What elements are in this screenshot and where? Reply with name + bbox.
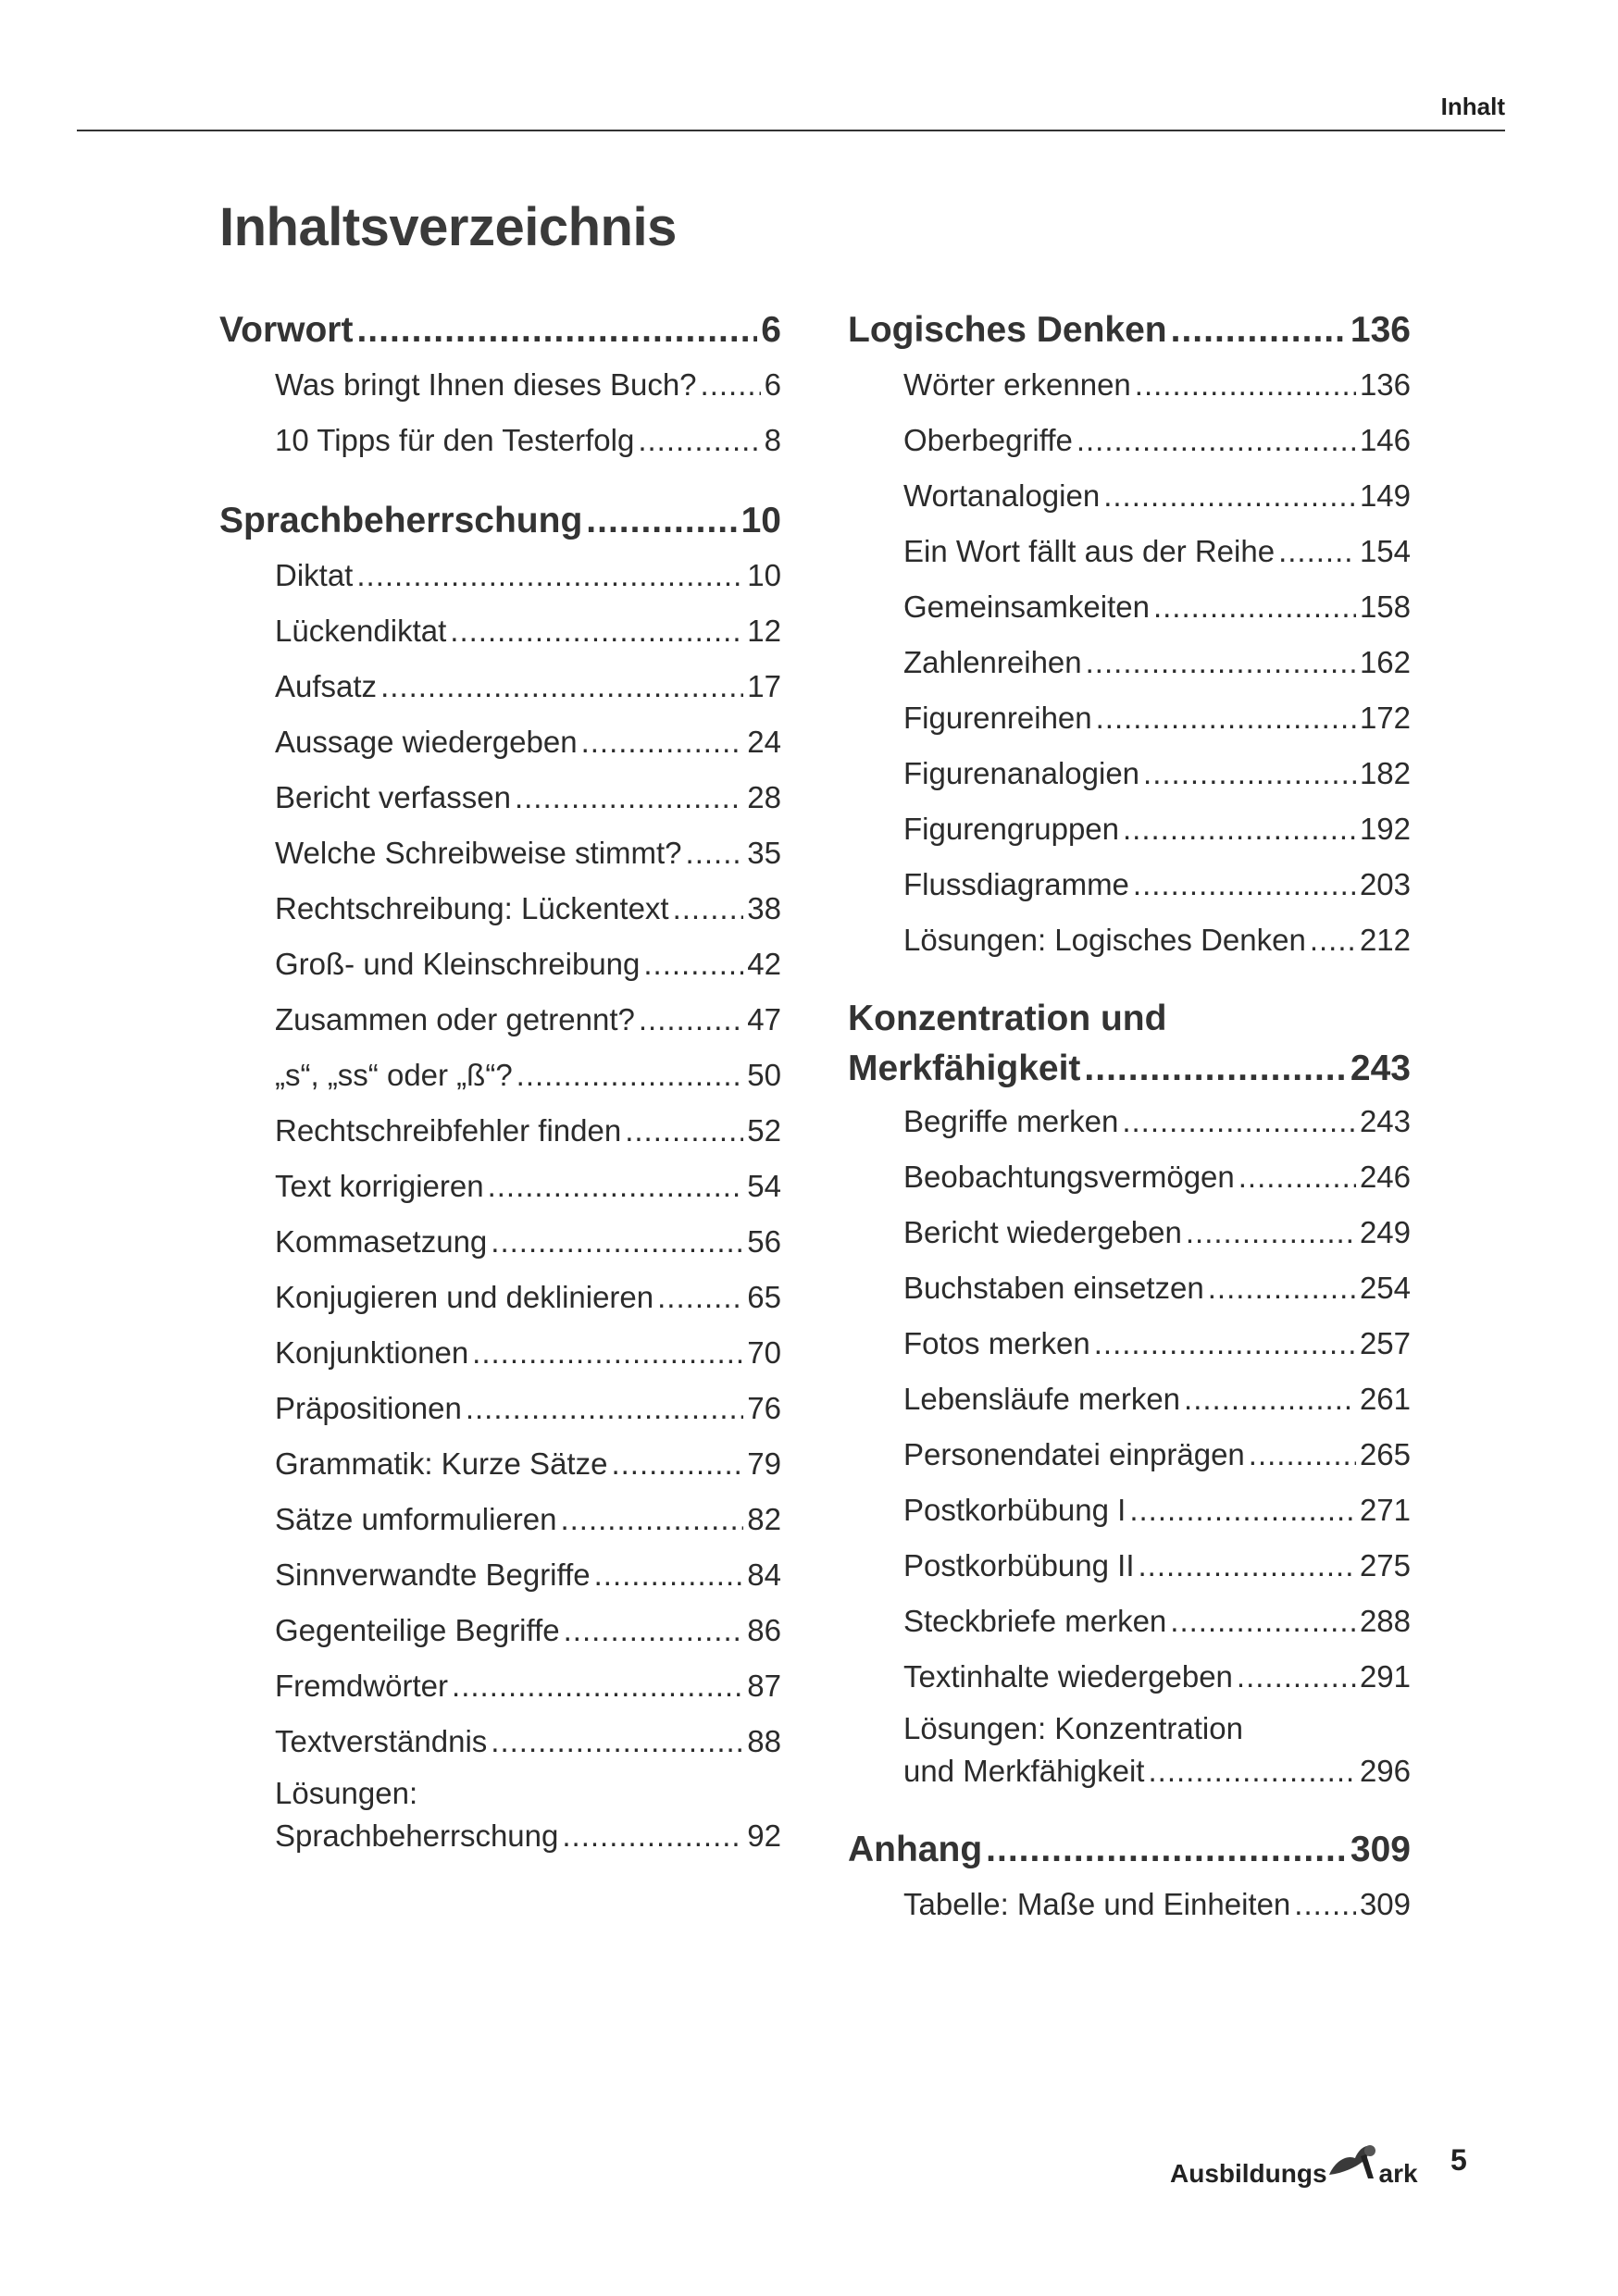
entry-page: 28 (747, 780, 781, 814)
entry-page: 88 (747, 1724, 781, 1758)
chapter-title: Sprachbeherrschung (219, 501, 583, 540)
entry-page: 87 (747, 1669, 781, 1703)
leader-dots (657, 1270, 743, 1325)
header-rule (77, 130, 1505, 131)
leader-dots (1094, 1316, 1356, 1371)
leader-dots (356, 548, 743, 603)
entry-page: 203 (1359, 867, 1411, 901)
entry-label: Kommasetzung (275, 1224, 488, 1259)
leader-dots (1237, 1649, 1356, 1705)
entry-page: 42 (747, 947, 781, 981)
entry-page: 70 (747, 1335, 781, 1370)
toc-entry[interactable] (219, 1492, 781, 1547)
entry-label: Figurenreihen (903, 701, 1092, 735)
chapter-page: 243 (1350, 1049, 1411, 1088)
leader-dots (1133, 857, 1356, 912)
leader-dots (1086, 635, 1356, 690)
entry-label: Buchstaben einsetzen (903, 1271, 1204, 1305)
entry-page: 154 (1359, 534, 1411, 568)
chapter-title-line2: Merkfähigkeit (848, 1049, 1081, 1088)
entry-label-line1: Lösungen: Konzentration (903, 1711, 1243, 1745)
entry-label: Gemeinsamkeiten (903, 590, 1150, 624)
entry-label: Personendatei einprägen (903, 1437, 1245, 1471)
entry-label: Bericht verfassen (275, 780, 511, 814)
chapter-page: 6 (761, 310, 781, 350)
leader-dots (1249, 1427, 1356, 1483)
toc-entry[interactable] (848, 746, 1411, 801)
toc-chapter[interactable] (848, 304, 1411, 357)
toc-entry[interactable] (848, 524, 1411, 579)
toc-entry[interactable] (848, 1483, 1411, 1538)
toc-chapter[interactable] (219, 304, 781, 357)
leader-dots (491, 1714, 743, 1769)
toc-entry[interactable] (848, 1705, 1411, 1797)
entry-page: 309 (1359, 1887, 1411, 1921)
entry-page: 10 (747, 558, 781, 592)
leader-dots (1084, 1044, 1347, 1094)
entry-page: 265 (1359, 1437, 1411, 1471)
toc-entry[interactable] (848, 1594, 1411, 1649)
leader-dots (1186, 1205, 1356, 1260)
leader-dots (701, 357, 761, 413)
toc-entry[interactable] (219, 1103, 781, 1159)
leader-dots (1096, 690, 1356, 746)
toc-entry[interactable] (848, 1260, 1411, 1316)
entry-label: Lösungen: Logisches Denken (903, 923, 1306, 957)
entry-page: 249 (1359, 1215, 1411, 1249)
leader-dots (625, 1103, 743, 1159)
toc-entry[interactable] (848, 857, 1411, 912)
leader-dots (986, 1823, 1347, 1877)
entry-label: Sätze umformulieren (275, 1502, 557, 1536)
toc-entry[interactable] (848, 635, 1411, 690)
entry-label: Flussdiagramme (903, 867, 1129, 901)
toc-entry[interactable] (219, 1048, 781, 1103)
leader-dots (643, 937, 743, 992)
leader-dots (1139, 1538, 1356, 1594)
toc-entry[interactable] (219, 770, 781, 825)
entry-label: Sinnverwandte Begriffe (275, 1558, 591, 1592)
leader-dots (488, 1159, 744, 1214)
entry-page: 291 (1359, 1659, 1411, 1694)
toc-entry[interactable] (219, 1325, 781, 1381)
entry-label: Text korrigieren (275, 1169, 484, 1203)
toc-entry[interactable] (219, 1714, 781, 1769)
leader-dots (517, 1048, 744, 1103)
toc-section-sprachbeherrschung (219, 494, 781, 1862)
toc-entry[interactable] (848, 1427, 1411, 1483)
leader-dots (515, 770, 743, 825)
entry-page: 192 (1359, 812, 1411, 846)
leader-dots (594, 1547, 744, 1603)
publisher-logo (1170, 2138, 1418, 2188)
toc-right-column (848, 304, 1411, 1958)
toc-entry[interactable] (219, 881, 781, 937)
entry-label: Begriffe merken (903, 1104, 1119, 1138)
toc-chapter[interactable] (848, 1823, 1411, 1877)
entry-page: 65 (747, 1280, 781, 1314)
chapter-title: Anhang (848, 1830, 983, 1869)
toc-entry[interactable] (219, 1603, 781, 1658)
toc-section-vorwort (219, 304, 781, 468)
entry-page: 12 (747, 614, 781, 648)
chapter-title-line1: Konzentration und (848, 999, 1167, 1038)
entry-label: Konjunktionen (275, 1335, 469, 1370)
chapter-title: Logisches Denken (848, 310, 1167, 350)
leader-dots (1103, 468, 1356, 524)
entry-label: Was bringt Ihnen dieses Buch? (275, 367, 697, 402)
toc-entry[interactable] (219, 714, 781, 770)
leader-dots (638, 413, 760, 468)
entry-label: 10 Tipps für den Testerfolg (275, 423, 635, 457)
toc-entry[interactable] (219, 1658, 781, 1714)
entry-page: 35 (747, 836, 781, 870)
toc-entry[interactable] (219, 1214, 781, 1270)
entry-label: Beobachtungsvermögen (903, 1160, 1235, 1194)
leader-dots (452, 1658, 743, 1714)
entry-label-line1: Lösungen: (275, 1776, 418, 1810)
leader-dots (1310, 912, 1356, 968)
entry-page: 6 (764, 367, 781, 402)
entry-label-line2: und Merkfähigkeit (903, 1754, 1145, 1788)
toc-entry[interactable] (219, 1547, 781, 1603)
leader-dots (1123, 801, 1356, 857)
leader-dots (673, 881, 744, 937)
entry-page: 50 (747, 1058, 781, 1092)
leader-dots (356, 304, 757, 357)
leader-dots (1153, 579, 1356, 635)
entry-page: 82 (747, 1502, 781, 1536)
entry-label: Zusammen oder getrennt? (275, 1002, 635, 1036)
entry-label: Konjugieren und deklinieren (275, 1280, 654, 1314)
entry-label: Aufsatz (275, 669, 378, 703)
toc-entry[interactable] (848, 1649, 1411, 1705)
toc-entry[interactable] (848, 1877, 1411, 1932)
leader-dots (380, 659, 743, 714)
entry-label: Tabelle: Maße und Einheiten (903, 1887, 1291, 1921)
entry-page: 92 (747, 1818, 781, 1853)
page-title: Inhaltsverzeichnis (219, 197, 677, 257)
entry-label: Fotos merken (903, 1326, 1090, 1360)
toc-entry[interactable] (848, 1316, 1411, 1371)
leader-dots (562, 1814, 743, 1858)
toc-entry[interactable] (848, 1205, 1411, 1260)
toc-entry[interactable] (219, 548, 781, 603)
toc-entry[interactable] (848, 801, 1411, 857)
chapter-page: 136 (1350, 310, 1411, 350)
toc-entry[interactable] (219, 603, 781, 659)
toc-entry[interactable] (219, 413, 781, 468)
leader-dots (1148, 1749, 1355, 1793)
entry-page: 246 (1359, 1160, 1411, 1194)
leader-dots (611, 1436, 743, 1492)
entry-label: Groß- und Kleinschreibung (275, 947, 641, 981)
chapter-title: Vorwort (219, 310, 354, 350)
entry-page: 146 (1359, 423, 1411, 457)
entry-label: Welche Schreibweise stimmt? (275, 836, 682, 870)
leader-dots (1171, 304, 1347, 357)
entry-label: Oberbegriffe (903, 423, 1073, 457)
toc-section-anhang (848, 1823, 1411, 1932)
entry-label: Wörter erkennen (903, 367, 1131, 402)
running-head: Inhalt (1440, 93, 1505, 120)
entry-label: Gegenteilige Begriffe (275, 1613, 560, 1647)
leader-dots (472, 1325, 743, 1381)
entry-label: Lückendiktat (275, 614, 447, 648)
entry-label: Textinhalte wiedergeben (903, 1659, 1233, 1694)
entry-page: 261 (1359, 1382, 1411, 1416)
entry-page: 182 (1359, 756, 1411, 790)
entry-page: 76 (747, 1391, 781, 1425)
leader-dots (1170, 1594, 1356, 1649)
entry-label: Zahlenreihen (903, 645, 1082, 679)
toc-entry[interactable] (848, 1538, 1411, 1594)
entry-label: Präpositionen (275, 1391, 462, 1425)
entry-label: Lebensläufe merken (903, 1382, 1181, 1416)
leader-dots (1208, 1260, 1356, 1316)
entry-page: 257 (1359, 1326, 1411, 1360)
entry-page: 288 (1359, 1604, 1411, 1638)
leader-dots (1294, 1877, 1356, 1932)
leader-dots (686, 825, 744, 881)
entry-label: Aussage wiedergeben (275, 725, 578, 759)
entry-label: Rechtschreibung: Lückentext (275, 891, 669, 925)
toc-entry[interactable] (848, 1371, 1411, 1427)
toc-entry[interactable] (848, 1094, 1411, 1149)
entry-label: Bericht wiedergeben (903, 1215, 1182, 1249)
logo-text-suffix: ark (1378, 2159, 1418, 2188)
leader-dots (466, 1381, 743, 1436)
toc-entry[interactable] (219, 659, 781, 714)
toc-entry[interactable] (848, 579, 1411, 635)
entry-page: 79 (747, 1446, 781, 1481)
toc-entry[interactable] (219, 825, 781, 881)
toc-entry[interactable] (219, 1270, 781, 1325)
entry-label: Rechtschreibfehler finden (275, 1113, 622, 1148)
entry-label: Grammatik: Kurze Sätze (275, 1446, 608, 1481)
entry-page: 149 (1359, 478, 1411, 513)
entry-page: 172 (1359, 701, 1411, 735)
leader-dots (1184, 1371, 1356, 1427)
entry-page: 17 (747, 669, 781, 703)
toc-entry[interactable] (848, 413, 1411, 468)
toc-entry[interactable] (848, 1149, 1411, 1205)
toc-section-konzentration (848, 994, 1411, 1797)
entry-page: 56 (747, 1224, 781, 1259)
page-number: 5 (1450, 2143, 1467, 2177)
toc-entry[interactable] (219, 1436, 781, 1492)
leader-dots (639, 992, 743, 1048)
leader-dots (1135, 357, 1356, 413)
toc-entry[interactable] (219, 357, 781, 413)
entry-page: 136 (1359, 367, 1411, 402)
entry-label: Steckbriefe merken (903, 1604, 1167, 1638)
entry-page: 84 (747, 1558, 781, 1592)
entry-page: 162 (1359, 645, 1411, 679)
entry-label-line2: Sprachbeherrschung (275, 1818, 559, 1853)
toc-chapter[interactable] (219, 494, 781, 548)
entry-page: 271 (1359, 1493, 1411, 1527)
leader-dots (1122, 1094, 1356, 1149)
entry-label: Diktat (275, 558, 354, 592)
entry-page: 212 (1359, 923, 1411, 957)
entry-page: 275 (1359, 1548, 1411, 1582)
entry-page: 86 (747, 1613, 781, 1647)
entry-page: 243 (1359, 1104, 1411, 1138)
entry-page: 254 (1359, 1271, 1411, 1305)
toc-chapter[interactable] (848, 994, 1411, 1094)
entry-label: Figurenanalogien (903, 756, 1140, 790)
leader-dots (1238, 1149, 1356, 1205)
chapter-page: 10 (741, 501, 781, 540)
leader-dots (1077, 413, 1356, 468)
leader-dots (564, 1603, 744, 1658)
entry-page: 24 (747, 725, 781, 759)
leader-dots (560, 1492, 743, 1547)
entry-page: 47 (747, 1002, 781, 1036)
toc-entry[interactable] (219, 1769, 781, 1862)
leader-dots (1129, 1483, 1356, 1538)
leader-dots (1278, 524, 1356, 579)
toc-entry[interactable] (219, 992, 781, 1048)
entry-label: Postkorbübung I (903, 1493, 1126, 1527)
leader-dots (450, 603, 743, 659)
entry-page: 158 (1359, 590, 1411, 624)
logo-brush-icon (1326, 2138, 1379, 2188)
leader-dots (581, 714, 744, 770)
toc-entry[interactable] (848, 468, 1411, 524)
toc-entry[interactable] (848, 357, 1411, 413)
toc-entry[interactable] (848, 912, 1411, 968)
entry-page: 8 (764, 423, 781, 457)
toc-entry[interactable] (219, 937, 781, 992)
entry-label: „s“, „ss“ oder „ß“? (275, 1058, 513, 1092)
entry-page: 38 (747, 891, 781, 925)
toc-section-logisches-denken (848, 304, 1411, 968)
leader-dots (491, 1214, 743, 1270)
entry-label: Ein Wort fällt aus der Reihe (903, 534, 1276, 568)
entry-label: Figurengruppen (903, 812, 1119, 846)
entry-label: Textverständnis (275, 1724, 488, 1758)
chapter-page: 309 (1350, 1830, 1411, 1869)
entry-label: Postkorbübung II (903, 1548, 1135, 1582)
entry-page: 296 (1359, 1754, 1411, 1788)
entry-page: 54 (747, 1169, 781, 1203)
toc-entry[interactable] (848, 690, 1411, 746)
entry-label: Wortanalogien (903, 478, 1101, 513)
leader-dots (1143, 746, 1356, 801)
logo-text: Ausbildungs (1170, 2159, 1327, 2188)
leader-dots (586, 494, 737, 548)
entry-page: 52 (747, 1113, 781, 1148)
toc-left-column (219, 304, 781, 1888)
entry-label: Fremdwörter (275, 1669, 449, 1703)
toc-entry[interactable] (219, 1381, 781, 1436)
toc-entry[interactable] (219, 1159, 781, 1214)
